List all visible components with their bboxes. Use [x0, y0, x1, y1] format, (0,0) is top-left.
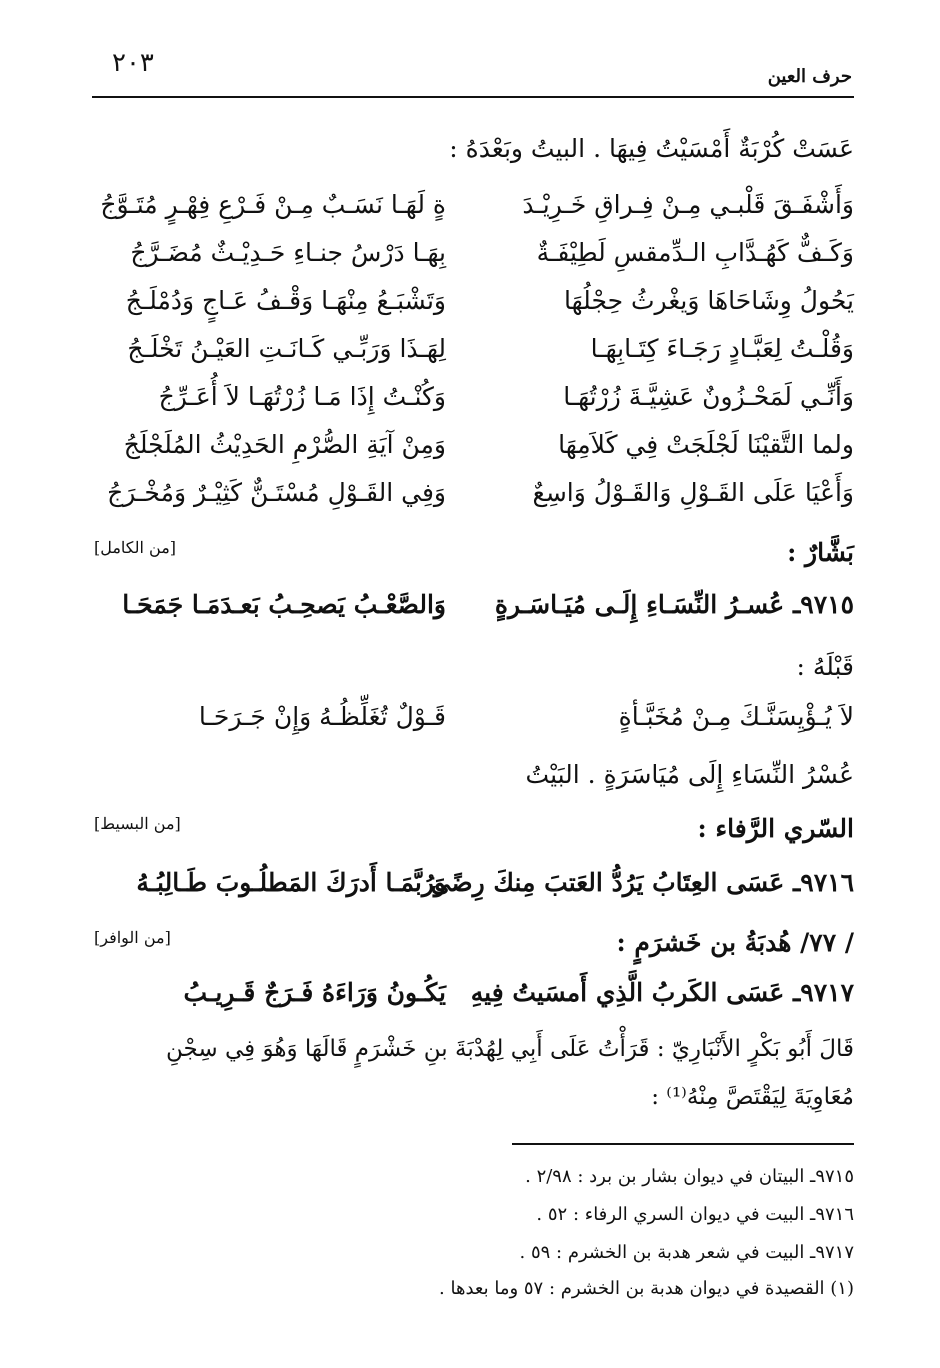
poem1-line6-right: ولما التَّقيْنَا لَجْلَجَتْ فِي كَلاَمِهَا [558, 430, 854, 459]
poem1-line6-left: وَمِنْ آيَةِ الصُّرْمِ الحَدِيْثُ المُلَجْلَجُ [123, 430, 446, 459]
poem1-line7-left: وَفِي القَـوْلِ مُسْتَـنٌّ كَثِيْـرٌ وَمُخْـرَجُ [107, 478, 446, 507]
prose-line-1: قَالَ أَبُو بَكْرٍ الأَنْبَارِيّ : قَرَأْتُ عَلَى أَبِي لِهُدْبَةَ بنِ خَشْرَمٍ قَالَهَا وَهُوَ فِي سِجْنِ [166, 1036, 854, 1062]
verse-number: ٩٧١٧ـ [792, 978, 854, 1007]
poem1-line4-left: لِهَـذَا وَرَبِّـي كَـانَـتِ العَيْـنُ تَخْلَـجُ [127, 334, 446, 363]
running-header-title: حرف العين [767, 66, 852, 87]
verse-9716-left: وَرُبَّمَـا أَدرَكَ المَطلُـوبَ طَـالِبُـهُ [136, 868, 446, 897]
poem1-line3-right: يَحُولُ وِشَاحَاهَا وَيغْرثُ حِجْلُهَا [564, 286, 854, 315]
intro-line: عَسَتْ كُرْبَةٌ أَمْسَيْتُ فِيهَا . البيتُ وبَعْدَهُ : [449, 134, 854, 163]
poem1-line1-left: ةٍ لَهَـا نَسَـبٌ مِـنْ فَـرْعِ فِهْـرٍ مُتَـوَّجُ [100, 190, 446, 219]
page-number: ٢٠٣ [112, 48, 154, 78]
verse-text: عُسـرُ النِّسَـاءِ إِلَـى مُيَـاسَـرةٍ [494, 590, 785, 619]
meter-label-basit: [من البسيط] [94, 814, 181, 833]
header-rule [92, 96, 854, 98]
poem1-line2-left: بِهَـا دَرْسُ جنـاءِ حَـدِيْـثٌ مُضَـرَّجُ [130, 238, 446, 267]
poem1-line3-left: وَتَشْبَـعُ مِنْهَـا وَقْـفُ عَـاجٍ وَدُمْلَـجُ [125, 286, 446, 315]
verse-text: عَسَى العِتَابُ يَرُدُّ العَتبَ مِنكَ رِضًى [430, 868, 785, 897]
verse-9717-left: يَكُـونُ وَرَاءَهُ فَـرَجٌ قَـرِيـبُ [183, 978, 446, 1007]
poem1-line5-left: وَكُنْـتُ إِذَا مَـا زُرْتُهَـا لاَ أُعَـرِّجُ [158, 382, 446, 411]
footnote-9716: ٩٧١٦ـ البيت في ديوان السري الرفاء : ٥٢ . [536, 1204, 854, 1225]
footnote-rule [512, 1143, 854, 1145]
meter-label-wafir: [من الوافر] [94, 928, 171, 947]
prev-verse-left: قَـوْلٌ تُغَلِّظُـهُ وَإِنْ جَـرَحَـا [198, 702, 446, 731]
footnote-9717: ٩٧١٧ـ البيت في شعر هدبة بن الخشرم : ٥٩ . [519, 1242, 854, 1263]
poet-name-bashshar: بَشَّارٌ : [787, 538, 854, 567]
footnote-9715: ٩٧١٥ـ البيتان في ديوان بشار بن برد : ٢/٩٨ . [525, 1166, 854, 1187]
poem1-line7-right: وَأَعْيَا عَلَى القَـوْلِ وَالقَـوْلُ وَاسِعٌ [532, 478, 854, 507]
verse-text: عَسَى الكَربُ الَّذِي أَمسَيتُ فِيهِ [470, 978, 785, 1007]
verse-9715-left: وَالصَّعْـبُ يَصحِـبُ بَعـدَمَـا جَمَحَـا [122, 590, 446, 619]
poet-name-hudba: / ٧٧/ هُدبَةُ بن خَشرَمٍ : [616, 928, 854, 957]
footnote-1: (١) القصيدة في ديوان هدبة بن الخشرم : ٥٧ وما بعدها . [439, 1278, 854, 1299]
prev-verse-right: لاَ يُـؤْيِسَنَّـكَ مِـنْ مُخَبَّـأةٍ [618, 702, 854, 731]
verse-9715-right [494, 590, 854, 619]
poem1-line2-right: وَكَـفٌّ كَهُـدَّابِ الـدِّمقسِ لَطِيْفَـةٌ [536, 238, 854, 267]
before-label: قَبْلَهُ : [796, 652, 854, 681]
verse-number: ٩٧١٥ـ [792, 590, 854, 619]
poem1-line5-right: وَأَنِّـي لَمَحْـزُونٌ عَشِيَّـةَ زُرْتُهَـا [563, 382, 854, 411]
meter-label-kamil: [من الكامل] [94, 538, 177, 557]
verse-number: ٩٧١٦ـ [792, 868, 854, 897]
poem1-line4-right: وَقُلْـتُ لِعَبَّـادٍ رَجَـاءَ كِتَـابِهَـا [590, 334, 854, 363]
verse-9716-right [430, 868, 854, 897]
verse-9717-right [470, 978, 854, 1007]
after-line: عُسْرُ النِّسَاءِ إِلَى مُيَاسَرَةٍ . البَيْتُ [525, 760, 854, 789]
prose-line-2: مُعَاوِيَةَ لِيَقْتَصَّ مِنْهُ⁽¹⁾ : [651, 1084, 854, 1110]
poet-name-sari-raffa: السّري الرَّفاء : [697, 814, 854, 843]
poem1-line1-right: وَأَشْفَـقَ قَلْبـي مِـنْ فِـراقِ خَـرِيْـدَ [522, 190, 854, 219]
